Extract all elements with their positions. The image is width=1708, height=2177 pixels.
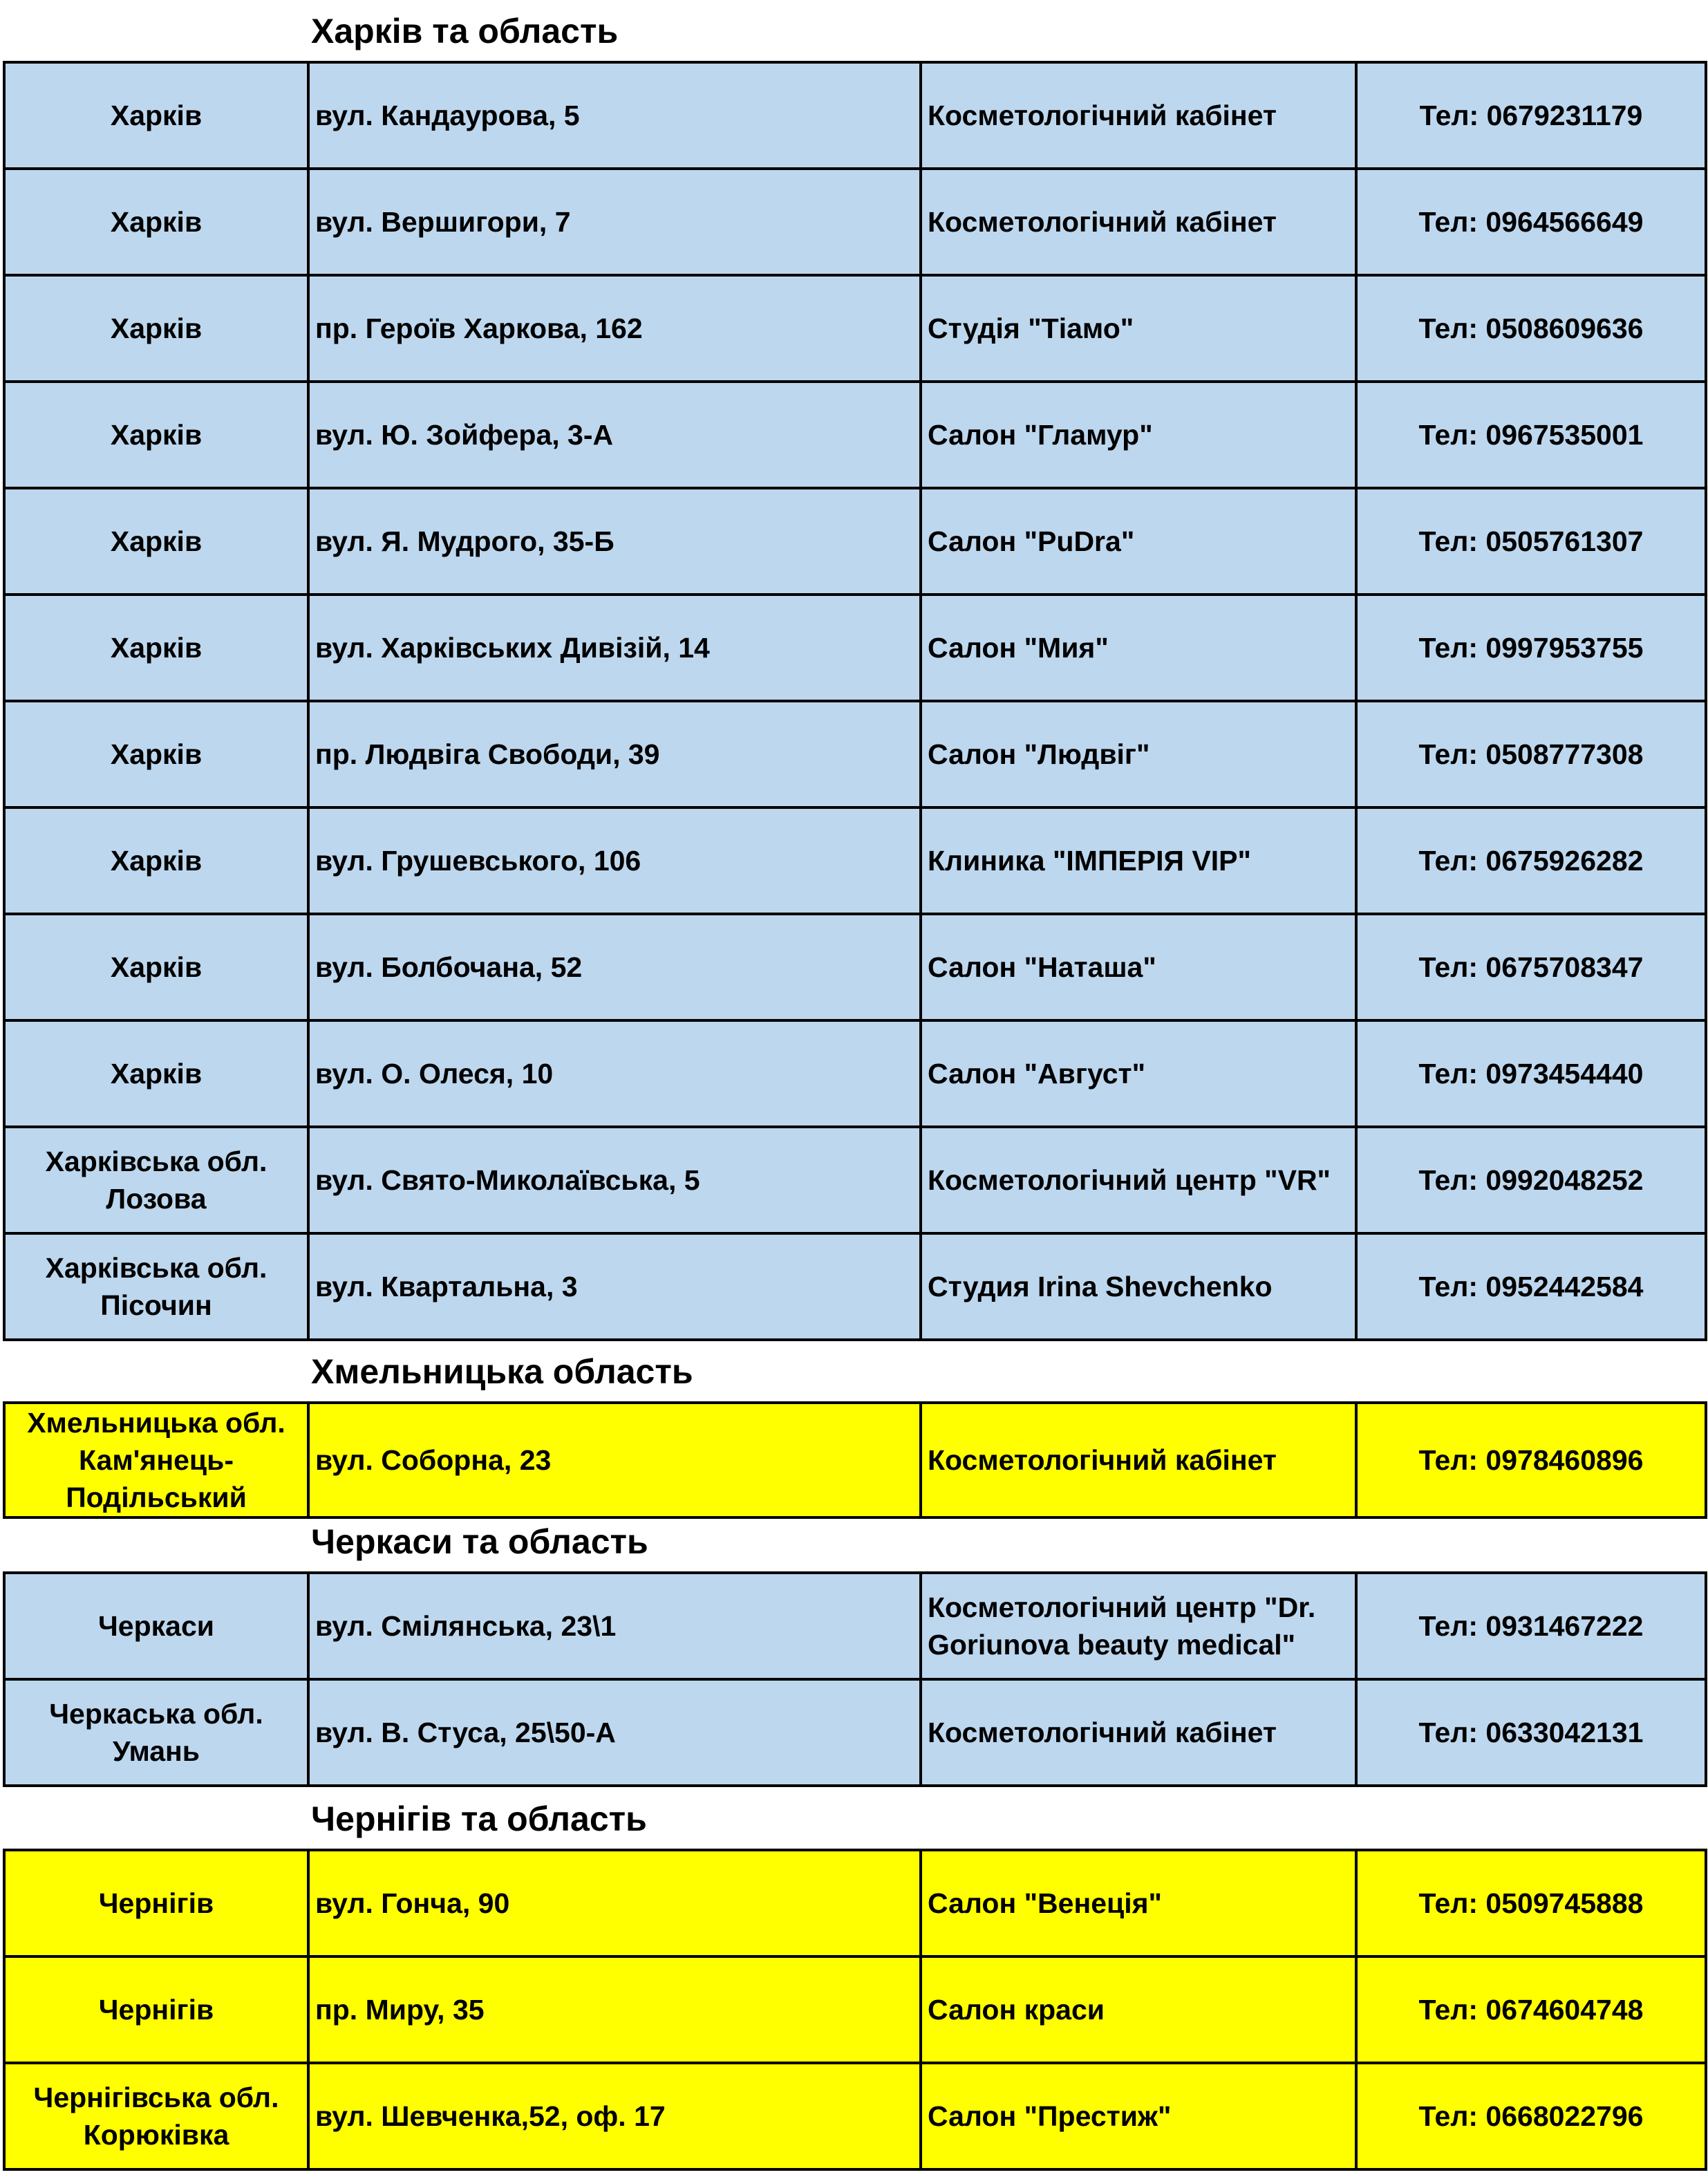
cell-phone: Тел: 0973454440 bbox=[1356, 1020, 1706, 1127]
cell-phone: Тел: 0679231179 bbox=[1356, 62, 1706, 169]
cell-business-name: Салон "Венеція" bbox=[921, 1850, 1356, 1956]
cell-business-name: Салон "Наташа" bbox=[921, 914, 1356, 1020]
cell-address: вул. Шевченка,52, оф. 17 bbox=[308, 2063, 921, 2169]
section-title-kharkiv: Харків та область bbox=[311, 12, 619, 50]
section-title-khmelnytskyi: Хмельницька область bbox=[311, 1352, 693, 1391]
cell-city: Харків bbox=[4, 62, 308, 169]
cell-phone: Тел: 0674604748 bbox=[1356, 1956, 1706, 2063]
cell-address: вул. Харківських Дивізій, 14 bbox=[308, 595, 921, 701]
table-row bbox=[4, 62, 1706, 169]
cell-address: вул. Ю. Зойфера, 3-А bbox=[308, 382, 921, 488]
cell-address: вул. Смілянська, 23\1 bbox=[308, 1573, 921, 1679]
cell-phone: Тел: 0964566649 bbox=[1356, 169, 1706, 275]
table-row bbox=[4, 169, 1706, 275]
table-row bbox=[4, 2063, 1706, 2169]
table-row bbox=[4, 701, 1706, 807]
cell-city: Чернігівська обл. Корюківка bbox=[4, 2063, 308, 2169]
cell-city: Харківська обл. Пісочин bbox=[4, 1233, 308, 1340]
cell-business-name: Салон "Гламур" bbox=[921, 382, 1356, 488]
cell-business-name: Салон "PuDra" bbox=[921, 488, 1356, 595]
cell-city: Харків bbox=[4, 382, 308, 488]
table-row bbox=[4, 1679, 1706, 1786]
cell-business-name: Салон "Престиж" bbox=[921, 2063, 1356, 2169]
table-row bbox=[4, 1020, 1706, 1127]
section-title-cherkasy: Черкаси та область bbox=[311, 1522, 648, 1561]
table-kharkiv bbox=[3, 61, 1707, 1341]
cell-phone: Тел: 0508777308 bbox=[1356, 701, 1706, 807]
cell-address: вул. Грушевського, 106 bbox=[308, 807, 921, 914]
table-row bbox=[4, 1850, 1706, 1956]
cell-address: вул. Болбочана, 52 bbox=[308, 914, 921, 1020]
cell-city: Харків bbox=[4, 169, 308, 275]
table-row bbox=[4, 595, 1706, 701]
table-row bbox=[4, 1127, 1706, 1233]
cell-address: вул. Я. Мудрого, 35-Б bbox=[308, 488, 921, 595]
cell-business-name: Клиника "ІМПЕРІЯ VIP" bbox=[921, 807, 1356, 914]
cell-phone: Тел: 0508609636 bbox=[1356, 275, 1706, 382]
cell-city: Харків bbox=[4, 1020, 308, 1127]
table-row bbox=[4, 1233, 1706, 1340]
cell-city: Харків bbox=[4, 488, 308, 595]
cell-city: Харків bbox=[4, 701, 308, 807]
cell-city: Черкаська обл. Умань bbox=[4, 1679, 308, 1786]
cell-business-name: Косметологічний кабінет bbox=[921, 1679, 1356, 1786]
cell-phone: Тел: 0505761307 bbox=[1356, 488, 1706, 595]
cell-business-name: Студия Irina Shevchenko bbox=[921, 1233, 1356, 1340]
table-body bbox=[4, 1403, 1706, 1517]
cell-address: вул. Соборна, 23 bbox=[308, 1403, 921, 1517]
cell-phone: Тел: 0931467222 bbox=[1356, 1573, 1706, 1679]
cell-business-name: Салон "Мия" bbox=[921, 595, 1356, 701]
table-cherkasy bbox=[3, 1571, 1707, 1787]
cell-phone: Тел: 0509745888 bbox=[1356, 1850, 1706, 1956]
cell-business-name: Студія "Тіамо" bbox=[921, 275, 1356, 382]
cell-city: Харківська обл. Лозова bbox=[4, 1127, 308, 1233]
cell-phone: Тел: 0668022796 bbox=[1356, 2063, 1706, 2169]
cell-business-name: Салон краси bbox=[921, 1956, 1356, 2063]
cell-address: вул. О. Олеся, 10 bbox=[308, 1020, 921, 1127]
cell-phone: Тел: 0633042131 bbox=[1356, 1679, 1706, 1786]
cell-city: Харків bbox=[4, 914, 308, 1020]
table-row bbox=[4, 914, 1706, 1020]
section-title-chernihiv: Чернігів та область bbox=[311, 1800, 647, 1838]
cell-phone: Тел: 0992048252 bbox=[1356, 1127, 1706, 1233]
cell-address: пр. Людвіга Свободи, 39 bbox=[308, 701, 921, 807]
table-row bbox=[4, 382, 1706, 488]
cell-phone: Тел: 0978460896 bbox=[1356, 1403, 1706, 1517]
cell-city: Чернігів bbox=[4, 1956, 308, 2063]
table-chernihiv bbox=[3, 1849, 1707, 2171]
cell-business-name: Косметологічний кабінет bbox=[921, 1403, 1356, 1517]
cell-address: вул. Вершигори, 7 bbox=[308, 169, 921, 275]
cell-city: Черкаси bbox=[4, 1573, 308, 1679]
cell-city: Харків bbox=[4, 275, 308, 382]
table-row bbox=[4, 1403, 1706, 1517]
table-row bbox=[4, 488, 1706, 595]
table-body bbox=[4, 62, 1706, 1340]
cell-business-name: Косметологічний кабінет bbox=[921, 62, 1356, 169]
cell-city: Харків bbox=[4, 595, 308, 701]
cell-business-name: Косметологічний центр "VR" bbox=[921, 1127, 1356, 1233]
cell-address: вул. Свято-Миколаївська, 5 bbox=[308, 1127, 921, 1233]
cell-phone: Тел: 0997953755 bbox=[1356, 595, 1706, 701]
cell-address: вул. Кандаурова, 5 bbox=[308, 62, 921, 169]
cell-business-name: Салон "Людвіг" bbox=[921, 701, 1356, 807]
table-row bbox=[4, 807, 1706, 914]
cell-business-name: Косметологічний центр "Dr. Goriunova beauty medical" bbox=[921, 1573, 1356, 1679]
cell-phone: Тел: 0967535001 bbox=[1356, 382, 1706, 488]
table-row bbox=[4, 1573, 1706, 1679]
table-body bbox=[4, 1573, 1706, 1786]
cell-city: Харків bbox=[4, 807, 308, 914]
cell-city: Хмельницька обл. Кам'янець- Подільський bbox=[4, 1403, 308, 1517]
cell-address: пр. Миру, 35 bbox=[308, 1956, 921, 2063]
cell-address: пр. Героїв Харкова, 162 bbox=[308, 275, 921, 382]
cell-phone: Тел: 0952442584 bbox=[1356, 1233, 1706, 1340]
table-row bbox=[4, 275, 1706, 382]
cell-city: Чернігів bbox=[4, 1850, 308, 1956]
cell-phone: Тел: 0675926282 bbox=[1356, 807, 1706, 914]
table-row bbox=[4, 1956, 1706, 2063]
cell-address: вул. Квартальна, 3 bbox=[308, 1233, 921, 1340]
table-khmelnytskyi bbox=[3, 1401, 1707, 1519]
cell-phone: Тел: 0675708347 bbox=[1356, 914, 1706, 1020]
table-body bbox=[4, 1850, 1706, 2169]
cell-business-name: Салон "Август" bbox=[921, 1020, 1356, 1127]
cell-business-name: Косметологічний кабінет bbox=[921, 169, 1356, 275]
cell-address: вул. Гонча, 90 bbox=[308, 1850, 921, 1956]
cell-address: вул. В. Стуса, 25\50-А bbox=[308, 1679, 921, 1786]
